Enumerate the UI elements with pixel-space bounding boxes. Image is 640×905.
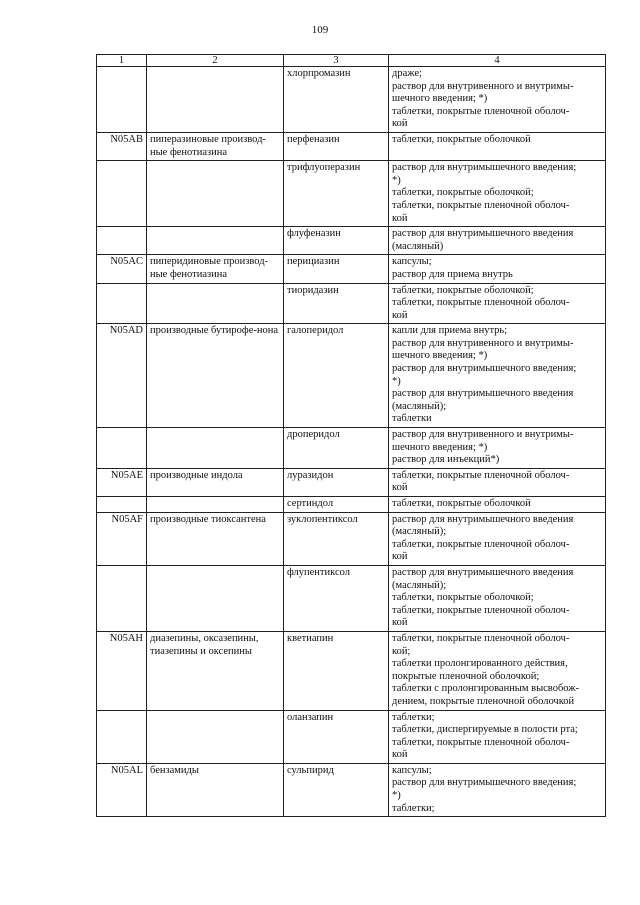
drug-name-cell: сертиндол bbox=[284, 497, 389, 513]
dosage-form-line: раствор для внутривенного и внутримы- bbox=[392, 337, 574, 349]
pharmacological-group-cell: производные тиоксантена bbox=[147, 512, 284, 565]
dosage-form-line: раствор для приема внутрь bbox=[392, 268, 513, 280]
pharmacological-group-cell bbox=[147, 710, 284, 763]
atc-code-cell: N05AL bbox=[97, 763, 147, 816]
dosage-forms-cell bbox=[389, 497, 606, 513]
table-row bbox=[97, 763, 606, 816]
dosage-forms-cell bbox=[389, 255, 606, 283]
dosage-form-line: кой bbox=[392, 482, 408, 494]
atc-code-cell bbox=[97, 565, 147, 631]
pharmacological-group-cell bbox=[147, 67, 284, 133]
dosage-form-line: капсулы; bbox=[392, 256, 432, 268]
dosage-form-line: кой bbox=[392, 551, 408, 563]
drug-name-cell: флупентиксол bbox=[284, 565, 389, 631]
dosage-form-line: покрытые пленочной оболочкой; bbox=[392, 670, 540, 682]
drug-name-cell: оланзапин bbox=[284, 710, 389, 763]
dosage-form-line: раствор для внутримышечного введения; bbox=[392, 777, 577, 789]
dosage-form-line: кой; bbox=[392, 645, 411, 657]
dosage-forms-cell bbox=[389, 565, 606, 631]
dosage-form-line: драже; bbox=[392, 68, 422, 79]
dosage-form-line: таблетки, покрытые пленочной оболоч- bbox=[392, 632, 570, 644]
dosage-form-line: шечного введения; *) bbox=[392, 93, 488, 105]
atc-code-cell: N05AE bbox=[97, 468, 147, 496]
dosage-form-line: раствор для внутримышечного введения; bbox=[392, 162, 577, 174]
table-row bbox=[97, 631, 606, 710]
dosage-form-line: шечного введения; *) bbox=[392, 441, 488, 453]
pharmacological-group-cell bbox=[147, 227, 284, 255]
table-row bbox=[97, 512, 606, 565]
dosage-forms-cell bbox=[389, 763, 606, 816]
dosage-form-line: таблетки, покрытые оболочкой; bbox=[392, 187, 534, 199]
dosage-form-line: таблетки bbox=[392, 413, 432, 425]
dosage-form-line: раствор для внутримышечного введения bbox=[392, 513, 574, 525]
table-body bbox=[97, 67, 606, 817]
pharmacological-group-cell: диазепины, оксазепины, тиазепины и оксепины bbox=[147, 631, 284, 710]
pharmacological-group-cell: пиперидиновые производ-ные фенотиазина bbox=[147, 255, 284, 283]
dosage-form-line: дением, покрытые пленочной оболочкой bbox=[392, 695, 575, 707]
dosage-form-line: раствор для внутримышечного введения bbox=[392, 566, 574, 578]
pharmacological-group-cell: пиперазиновые производ-ные фенотиазина bbox=[147, 132, 284, 160]
atc-code-cell: N05AB bbox=[97, 132, 147, 160]
column-header: 4 bbox=[389, 55, 606, 67]
dosage-form-line: таблетки, покрытые пленочной оболоч- bbox=[392, 604, 570, 616]
drug-name-cell: флуфеназин bbox=[284, 227, 389, 255]
atc-code-cell bbox=[97, 227, 147, 255]
dosage-form-line: таблетки, покрытые оболочкой bbox=[392, 133, 531, 145]
pharmacological-group-cell bbox=[147, 565, 284, 631]
page-number: 109 bbox=[311, 24, 329, 36]
dosage-form-line: таблетки, покрытые оболочкой; bbox=[392, 284, 534, 296]
drug-name-cell: кветиапин bbox=[284, 631, 389, 710]
atc-code-cell bbox=[97, 710, 147, 763]
dosage-form-line: шечного введения; *) bbox=[392, 350, 488, 362]
drug-name-cell: перфеназин bbox=[284, 132, 389, 160]
drug-classification-table bbox=[96, 54, 606, 817]
dosage-form-line: таблетки, покрытые пленочной оболоч- bbox=[392, 105, 570, 117]
drug-name-cell: тиоридазин bbox=[284, 283, 389, 324]
dosage-form-line: кой bbox=[392, 617, 408, 629]
pharmacological-group-cell: производные индола bbox=[147, 468, 284, 496]
dosage-form-line: кой bbox=[392, 212, 408, 224]
pharmacological-group-cell bbox=[147, 428, 284, 469]
column-header: 3 bbox=[284, 55, 389, 67]
dosage-forms-cell bbox=[389, 227, 606, 255]
dosage-form-line: раствор для внутривенного и внутримы- bbox=[392, 429, 574, 441]
table-row bbox=[97, 283, 606, 324]
atc-code-cell bbox=[97, 67, 147, 133]
table-row bbox=[97, 428, 606, 469]
pharmacological-group-cell: производные бутирофе-нона bbox=[147, 324, 284, 428]
dosage-form-line: таблетки, покрытые пленочной оболоч- bbox=[392, 469, 570, 481]
dosage-form-line: кой bbox=[392, 309, 408, 321]
table-row bbox=[97, 468, 606, 496]
dosage-form-line: таблетки, покрытые пленочной оболоч- bbox=[392, 199, 570, 211]
dosage-form-line: таблетки с пролонгированным высвобож- bbox=[392, 683, 580, 695]
atc-code-cell: N05AF bbox=[97, 512, 147, 565]
dosage-form-line: (масляный); bbox=[392, 400, 447, 412]
atc-code-cell bbox=[97, 161, 147, 227]
dosage-forms-cell bbox=[389, 324, 606, 428]
drug-name-cell: трифлуоперазин bbox=[284, 161, 389, 227]
pharmacological-group-cell bbox=[147, 161, 284, 227]
dosage-forms-cell bbox=[389, 468, 606, 496]
dosage-forms-cell bbox=[389, 132, 606, 160]
atc-code-cell: N05AC bbox=[97, 255, 147, 283]
drug-name-cell: сульпирид bbox=[284, 763, 389, 816]
atc-code-cell: N05AH bbox=[97, 631, 147, 710]
dosage-form-line: кой bbox=[392, 118, 408, 130]
table-row bbox=[97, 255, 606, 283]
drug-name-cell: дроперидол bbox=[284, 428, 389, 469]
dosage-form-line: таблетки, покрытые оболочкой; bbox=[392, 592, 534, 604]
atc-code-cell bbox=[97, 283, 147, 324]
drug-name-cell: хлорпромазин bbox=[284, 67, 389, 133]
dosage-form-line: *) bbox=[392, 790, 401, 802]
dosage-forms-cell bbox=[389, 631, 606, 710]
dosage-form-line: кой bbox=[392, 749, 408, 761]
dosage-form-line: капли для приема внутрь; bbox=[392, 325, 508, 337]
table-row bbox=[97, 497, 606, 513]
drug-name-cell: зуклопентиксол bbox=[284, 512, 389, 565]
dosage-form-line: таблетки; bbox=[392, 711, 435, 723]
drug-name-cell: перициазин bbox=[284, 255, 389, 283]
pharmacological-group-cell bbox=[147, 497, 284, 513]
dosage-forms-cell bbox=[389, 512, 606, 565]
dosage-form-line: раствор для внутримышечного введения bbox=[392, 228, 574, 240]
atc-code-cell bbox=[97, 428, 147, 469]
dosage-form-line: таблетки; bbox=[392, 802, 435, 814]
dosage-form-line: (масляный) bbox=[392, 240, 444, 252]
dosage-form-line: *) bbox=[392, 375, 401, 387]
table-row bbox=[97, 565, 606, 631]
atc-code-cell: N05AD bbox=[97, 324, 147, 428]
dosage-form-line: раствор для внутривенного и внутримы- bbox=[392, 80, 574, 92]
dosage-form-line: таблетки, покрытые пленочной оболоч- bbox=[392, 538, 570, 550]
dosage-forms-cell bbox=[389, 67, 606, 133]
column-header: 1 bbox=[97, 55, 147, 67]
dosage-form-line: раствор для внутримышечного введения; bbox=[392, 363, 577, 375]
dosage-form-line: *) bbox=[392, 174, 401, 186]
dosage-forms-cell bbox=[389, 710, 606, 763]
table-row bbox=[97, 67, 606, 133]
dosage-form-line: раствор для инъекций*) bbox=[392, 454, 500, 466]
dosage-form-line: таблетки, диспергируемые в полости рта; bbox=[392, 724, 578, 736]
table-row bbox=[97, 710, 606, 763]
table-header-row bbox=[97, 55, 606, 67]
table-row bbox=[97, 132, 606, 160]
drug-name-cell: галоперидол bbox=[284, 324, 389, 428]
dosage-form-line: таблетки, покрытые пленочной оболоч- bbox=[392, 736, 570, 748]
pharmacological-group-cell: бензамиды bbox=[147, 763, 284, 816]
dosage-form-line: таблетки пролонгированного действия, bbox=[392, 658, 568, 670]
column-header: 2 bbox=[147, 55, 284, 67]
dosage-forms-cell bbox=[389, 161, 606, 227]
table-row bbox=[97, 227, 606, 255]
dosage-form-line: (масляный); bbox=[392, 579, 447, 591]
dosage-form-line: таблетки, покрытые оболочкой bbox=[392, 498, 531, 509]
dosage-form-line: капсулы; bbox=[392, 764, 432, 776]
dosage-form-line: (масляный); bbox=[392, 526, 447, 538]
table-row bbox=[97, 324, 606, 428]
atc-code-cell bbox=[97, 497, 147, 513]
dosage-forms-cell bbox=[389, 428, 606, 469]
table-row bbox=[97, 161, 606, 227]
dosage-form-line: раствор для внутримышечного введения bbox=[392, 388, 574, 400]
pharmacological-group-cell bbox=[147, 283, 284, 324]
dosage-form-line: таблетки, покрытые пленочной оболоч- bbox=[392, 297, 570, 309]
drug-name-cell: луразидон bbox=[284, 468, 389, 496]
dosage-forms-cell bbox=[389, 283, 606, 324]
